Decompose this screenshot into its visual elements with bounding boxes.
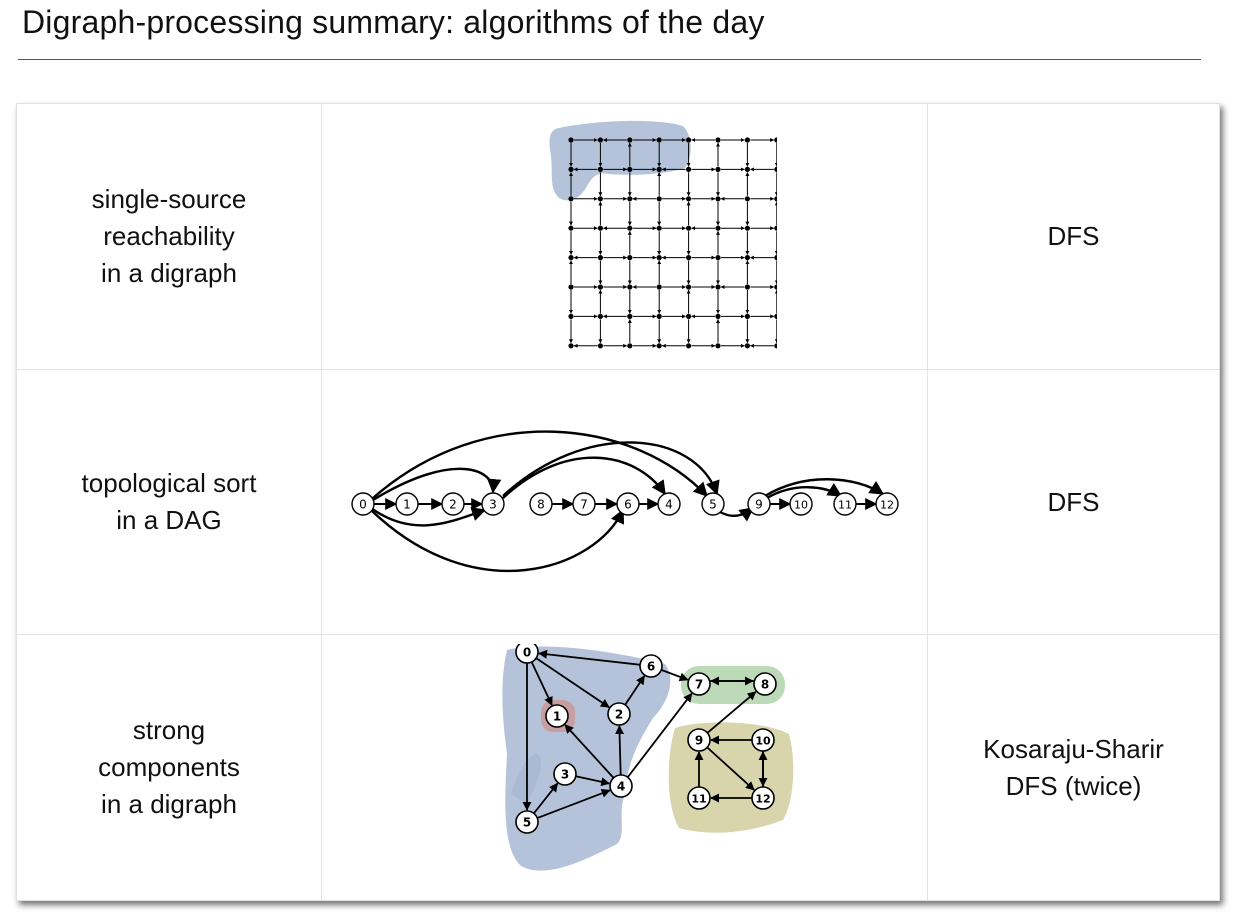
row-2-problem — [17, 370, 321, 634]
dag-edge — [720, 508, 753, 516]
grid-vertex — [568, 226, 573, 231]
grid-vertex — [686, 314, 691, 319]
row-1-algorithm — [928, 104, 1219, 369]
row-2-algorithm — [928, 370, 1219, 634]
grid-vertex — [568, 343, 573, 348]
grid-vertex — [627, 343, 632, 348]
dag-vertex-label: 5 — [709, 497, 717, 512]
grid-vertex — [598, 343, 603, 348]
problem-line: in a digraph — [101, 789, 237, 819]
grid-vertex — [715, 343, 720, 348]
grid-vertex — [686, 255, 691, 260]
dag-edge — [371, 510, 623, 571]
grid-vertex — [568, 284, 573, 289]
grid-vertex — [774, 226, 777, 231]
grid-vertex — [627, 137, 632, 142]
dag-vertex-label: 9 — [755, 497, 763, 512]
digraph-vertex-label: 9 — [694, 733, 704, 748]
grid-vertex — [657, 314, 662, 319]
grid-vertex — [657, 343, 662, 348]
digraph-vertex-label: 1 — [552, 709, 562, 724]
grid-vertex — [568, 137, 573, 142]
problem-line: topological sort — [81, 468, 257, 498]
grid-vertex — [774, 196, 777, 201]
title-divider — [18, 59, 1201, 60]
grid-vertex — [774, 343, 777, 348]
grid-vertex — [686, 226, 691, 231]
algorithm-line: DFS — [1047, 221, 1100, 251]
grid-vertex — [774, 137, 777, 142]
digraph-vertex-label: 7 — [694, 677, 704, 692]
grid-vertex — [745, 226, 750, 231]
digraph-vertex-label: 5 — [522, 815, 532, 830]
grid-vertex — [568, 255, 573, 260]
grid-vertex — [774, 167, 777, 172]
problem-line: in a digraph — [101, 258, 237, 288]
dag-vertex-label: 3 — [489, 497, 497, 512]
dag-vertex-label: 12 — [880, 498, 894, 512]
grid-vertex — [686, 343, 691, 348]
dag-vertex-label: 7 — [580, 497, 588, 512]
grid-vertex — [627, 284, 632, 289]
grid-vertex — [627, 255, 632, 260]
grid-vertex — [745, 314, 750, 319]
problem-line: components — [98, 752, 240, 782]
grid-vertex — [568, 167, 573, 172]
grid-vertex — [598, 196, 603, 201]
grid-vertex — [715, 167, 720, 172]
grid-vertex — [774, 284, 777, 289]
grid-vertex — [745, 255, 750, 260]
digraph-vertex-label: 10 — [755, 734, 771, 748]
dag-vertex-label: 6 — [624, 497, 632, 512]
grid-vertex — [627, 196, 632, 201]
digraph-vertex-label: 3 — [560, 767, 570, 782]
grid-vertex — [598, 314, 603, 319]
slide-title: Digraph-processing summary: algorithms of the day — [22, 4, 765, 40]
grid-vertex — [686, 137, 691, 142]
grid-vertex — [686, 196, 691, 201]
grid-vertex — [745, 137, 750, 142]
grid-vertex — [657, 226, 662, 231]
dag-edge — [371, 508, 485, 525]
digraph-vertex-label: 11 — [691, 792, 707, 806]
grid-vertex — [745, 343, 750, 348]
strong-components-diagram — [477, 644, 797, 889]
grid-vertex — [627, 314, 632, 319]
dag-vertex-label: 2 — [449, 497, 457, 512]
problem-line: in a DAG — [116, 505, 222, 535]
grid-vertex — [686, 167, 691, 172]
grid-vertex — [715, 314, 720, 319]
grid-vertex — [657, 167, 662, 172]
grid-vertex — [715, 226, 720, 231]
grid-vertex — [598, 226, 603, 231]
grid-vertex — [657, 196, 662, 201]
grid-vertex — [745, 167, 750, 172]
grid-digraph-icon — [537, 116, 777, 356]
algorithm-line: DFS — [1047, 486, 1100, 517]
digraph-vertex-label: 0 — [522, 645, 532, 660]
grid-vertex — [715, 284, 720, 289]
grid-vertex — [686, 284, 691, 289]
digraph-vertex-label: 8 — [760, 677, 770, 692]
summary-table — [16, 103, 1220, 901]
grid-vertex — [627, 167, 632, 172]
grid-vertex — [568, 196, 573, 201]
grid-vertex — [774, 314, 777, 319]
grid-vertex — [657, 284, 662, 289]
dag-vertex-label: 8 — [537, 497, 545, 512]
grid-vertex — [715, 196, 720, 201]
grid-vertex — [627, 226, 632, 231]
grid-vertex — [715, 255, 720, 260]
digraph-vertex-label: 12 — [755, 792, 771, 806]
algorithm-line: DFS (twice) — [1005, 770, 1142, 801]
grid-vertex — [598, 255, 603, 260]
dag-edge — [503, 442, 717, 496]
grid-vertex — [745, 284, 750, 289]
problem-line: reachability — [103, 221, 235, 251]
grid-vertex — [774, 255, 777, 260]
problem-line: strong — [132, 715, 206, 745]
digraph-vertex-label: 2 — [614, 707, 624, 722]
grid-vertex — [715, 137, 720, 142]
dag-vertex-label: 11 — [838, 498, 852, 512]
grid-vertex — [745, 196, 750, 201]
dag-vertex-label: 4 — [665, 497, 673, 512]
row-1-problem — [17, 104, 321, 369]
digraph-vertex-label: 4 — [616, 779, 626, 794]
column-divider — [321, 104, 322, 900]
dag-edge — [373, 432, 707, 498]
row-3-algorithm — [928, 635, 1219, 900]
dag-vertex-label: 0 — [359, 497, 367, 512]
grid-vertex — [598, 284, 603, 289]
dag-edge — [765, 479, 883, 496]
dag-vertex-label: 1 — [403, 497, 411, 512]
grid-vertex — [598, 137, 603, 142]
algorithm-line: Kosaraju-Sharir — [983, 733, 1164, 764]
grid-vertex — [598, 167, 603, 172]
grid-vertex — [568, 314, 573, 319]
dag-vertex-label: 10 — [794, 498, 808, 512]
digraph-vertex-label: 6 — [646, 659, 656, 674]
topological-order-diagram — [335, 410, 915, 600]
problem-line: single-source — [91, 184, 247, 214]
grid-vertex — [657, 137, 662, 142]
row-3-problem — [17, 635, 321, 900]
grid-vertex — [657, 255, 662, 260]
